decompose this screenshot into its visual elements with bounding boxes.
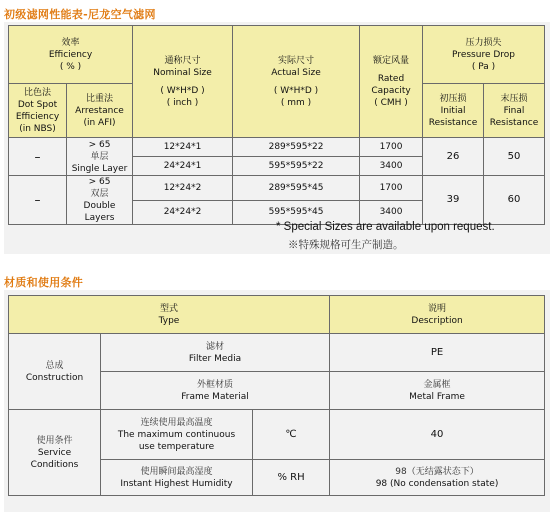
initial-en2: Resistance <box>428 117 478 128</box>
pressure-zh: 压力损失 <box>465 37 502 48</box>
capacity-en1: Rated <box>377 73 405 84</box>
humidity-en: Instant Highest Humidity <box>120 478 233 489</box>
layer-zh: 双层 <box>90 189 109 199</box>
actual-size-cell: 289*595*22 <box>233 138 360 157</box>
capacity-zh: 额定风量 <box>373 55 410 66</box>
arrestance-number: > 65 <box>88 177 111 187</box>
max-temp-label <box>101 410 253 460</box>
humidity-value-zh: 98（无结露状态下） <box>395 466 479 477</box>
dot-spot-value: – <box>9 138 67 176</box>
arrestance-en1: Arrestance <box>75 105 124 116</box>
max-temp-value: 40 <box>330 410 545 460</box>
pressure-drop-header <box>423 26 545 84</box>
capacity-cell: 1700 <box>360 138 423 157</box>
filter-media-zh: 滤材 <box>206 341 225 352</box>
efficiency-en: Efficiency <box>48 49 93 60</box>
layer-zh: 单层 <box>90 151 109 162</box>
humidity-value <box>330 460 545 496</box>
conditions-en2: Conditions <box>30 459 79 470</box>
frame-material-value-en: Metal Frame <box>409 391 465 402</box>
humidity-unit: % RH <box>253 460 330 496</box>
arrestance-value <box>67 176 133 225</box>
filter-media-en: Filter Media <box>188 353 242 364</box>
description-header <box>330 296 545 334</box>
efficiency-zh: 效率 <box>61 37 80 48</box>
nominal-en: Nominal Size <box>153 67 212 78</box>
table-row <box>9 176 545 201</box>
construction-en: Construction <box>25 372 84 383</box>
final-en1: Final <box>503 105 525 116</box>
max-temp-unit: ℃ <box>253 410 330 460</box>
final-resistance-header <box>484 84 545 138</box>
arrestance-en2: (in AFI) <box>83 117 116 128</box>
final-en2: Resistance <box>489 117 539 128</box>
construction-zh: 总成 <box>45 360 64 371</box>
filter-media-value: PE <box>330 334 545 372</box>
actual-size-header <box>233 26 360 138</box>
dot-spot-en1: Dot Spot <box>17 99 58 110</box>
efficiency-unit: ( % ) <box>59 61 82 72</box>
table-row <box>9 138 545 157</box>
actual-size-cell: 289*595*45 <box>233 176 360 201</box>
capacity-cell: 1700 <box>360 176 423 201</box>
frame-material-label <box>101 372 330 410</box>
nominal-size-cell: 12*24*1 <box>133 138 233 157</box>
final-resistance-cell: 60 <box>484 176 545 225</box>
section-title-performance: 初级滤网性能表-尼龙空气滤网 <box>4 8 156 21</box>
nominal-size-header <box>133 26 233 138</box>
initial-resistance-header <box>423 84 484 138</box>
actual-zh: 实际尺寸 <box>278 55 315 66</box>
actual-en: Actual Size <box>271 67 321 78</box>
actual-size-cell: 595*595*22 <box>233 157 360 176</box>
dot-spot-zh: 比色法 <box>23 87 51 98</box>
nominal-size-cell: 24*24*1 <box>133 157 233 176</box>
frame-material-value-zh: 金属框 <box>423 379 451 390</box>
special-sizes-note: * Special Sizes are available upon request. <box>276 221 495 233</box>
capacity-unit: ( CMH ) <box>374 97 408 108</box>
efficiency-header <box>9 26 133 84</box>
description-zh: 说明 <box>428 303 447 314</box>
max-temp-en1: The maximum continuous <box>117 429 236 440</box>
layer-en: Single Layer <box>71 163 128 174</box>
filter-media-label <box>101 334 330 372</box>
construction-label <box>9 334 101 410</box>
nominal-size-cell: 24*24*2 <box>133 200 233 225</box>
max-temp-zh: 连续使用最高温度 <box>140 417 213 428</box>
arrestance-value <box>67 138 133 176</box>
actual-dims: ( W*H*D ) <box>273 85 319 96</box>
frame-material-zh: 外框材质 <box>197 379 234 390</box>
conditions-en1: Service <box>37 447 72 458</box>
service-conditions-label <box>9 410 101 496</box>
max-temp-en2: use temperature <box>138 441 215 452</box>
nominal-zh: 通称尺寸 <box>164 55 201 66</box>
initial-zh: 初压损 <box>439 93 467 104</box>
initial-resistance-cell: 39 <box>423 176 484 225</box>
performance-table <box>8 25 545 225</box>
section-title-materials: 材质和使用条件 <box>4 276 84 289</box>
special-sizes-note-zh: ※特殊规格可生产制造。 <box>288 239 404 251</box>
capacity-cell: 3400 <box>360 200 423 225</box>
humidity-value-en: 98 (No condensation state) <box>375 478 499 489</box>
arrestance-number: > 65 <box>88 139 111 150</box>
actual-unit: ( mm ) <box>280 97 312 108</box>
final-zh: 末压损 <box>500 93 528 104</box>
layer-en: Double Layers <box>83 201 116 223</box>
final-resistance-cell: 50 <box>484 138 545 176</box>
type-zh: 型式 <box>160 303 179 314</box>
humidity-zh: 使用瞬间最高湿度 <box>140 466 213 477</box>
actual-size-cell: 595*595*45 <box>233 200 360 225</box>
description-en: Description <box>411 315 463 326</box>
type-en: Type <box>158 315 180 326</box>
nominal-size-cell: 12*24*2 <box>133 176 233 201</box>
dot-spot-value: – <box>9 176 67 225</box>
dot-spot-header <box>9 84 67 138</box>
capacity-en2: Capacity <box>371 85 411 96</box>
initial-en1: Initial <box>440 105 466 116</box>
pressure-unit: ( Pa ) <box>471 61 496 72</box>
type-header <box>9 296 330 334</box>
nominal-dims: ( W*H*D ) <box>160 85 205 96</box>
dot-spot-en2: Efficiency <box>15 111 60 122</box>
arrestance-zh: 比重法 <box>86 93 114 104</box>
nominal-unit: ( inch ) <box>166 97 199 108</box>
capacity-cell: 3400 <box>360 157 423 176</box>
humidity-label <box>101 460 253 496</box>
dot-spot-en3: (in NBS) <box>19 123 56 134</box>
conditions-zh: 使用条件 <box>36 435 73 446</box>
pressure-en: Pressure Drop <box>452 49 515 60</box>
arrestance-header <box>67 84 133 138</box>
initial-resistance-cell: 26 <box>423 138 484 176</box>
capacity-header <box>360 26 423 138</box>
frame-material-en: Frame Material <box>181 391 249 402</box>
frame-material-value <box>330 372 545 410</box>
materials-table <box>8 295 545 496</box>
